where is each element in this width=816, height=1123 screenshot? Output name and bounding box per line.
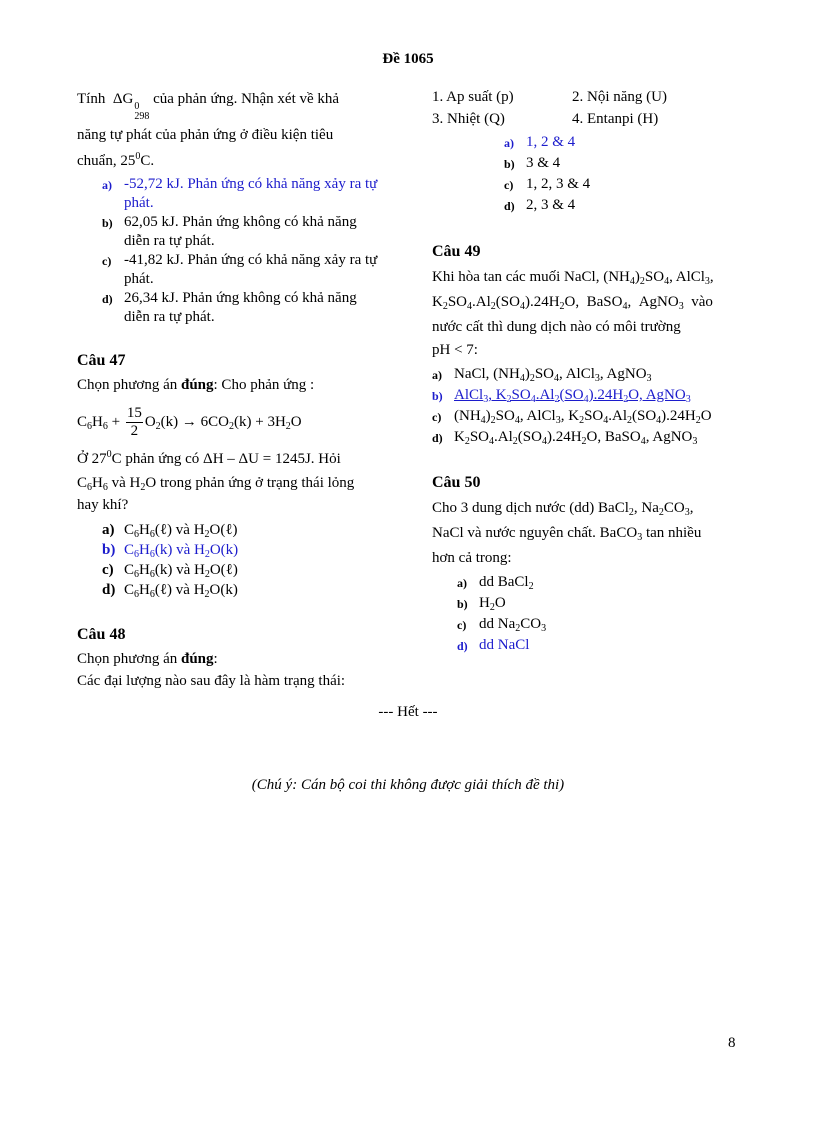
q49-option-b[interactable]: b) AlCl$_3$, $K_2SO_4.Al_2(SO_4).24H_2O$, AgNO$_3$: [432, 387, 691, 405]
q48-question: Các đại lượng nào sau đây là hàm trạng thái:: [77, 673, 346, 689]
q48-options: [504, 132, 740, 216]
q47-option-d[interactable]: d) $C_6H_6(\ell)$ và $H_2O(k)$: [102, 582, 238, 600]
q49-line2: $K_2SO_4.Al_2(SO_4).24H_2O$, BaSO$_4$, AgNO$_3$ vào: [432, 294, 713, 312]
q48-option-d[interactable]: d) 2, 3 & 4: [504, 197, 576, 213]
page-number: 8: [728, 1035, 736, 1051]
left-column: [77, 86, 384, 692]
fraction-15-2: $\frac{15}{2}$: [126, 405, 142, 440]
q47-equation: $C_6H_6$ + $\frac{15}{2}$ $O_2(k) \to 6CO_2(k) + 3H_2O$: [77, 405, 302, 440]
q47-title: Câu 47: [77, 352, 126, 369]
q47-option-a[interactable]: a) $C_6H_6(\ell)$ và $H_2O(\ell)$: [102, 522, 238, 540]
q47-options: [102, 520, 384, 600]
q46-option-d[interactable]: d) 26,34 kJ. Phản ứng không có khả năng diễn ra tự phát.: [102, 290, 357, 325]
right-column: [432, 86, 740, 656]
q50-line1: Cho 3 dung dịch nước (dd) BaCl$_2$, $Na_2CO_3$,: [432, 500, 694, 518]
q46-options: [102, 175, 384, 327]
q50-title: Câu 50: [432, 474, 481, 491]
exam-title: Đề 1065: [382, 51, 434, 67]
q48-item-2: 2. Nội năng (U): [572, 89, 667, 105]
q48-option-b[interactable]: b) 3 & 4: [504, 155, 561, 171]
q48-option-c[interactable]: c) 1, 2, 3 & 4: [504, 176, 591, 192]
q49-title: Câu 49: [432, 243, 481, 260]
q49-line1: Khi hòa tan các muối NaCl, $(NH_4)_2SO_4$, AlCl$_3$,: [432, 269, 714, 287]
q49-line4: pH < 7:: [432, 342, 478, 358]
q48-prompt: Chọn phương án đúng:: [77, 651, 218, 667]
q48-item-1: 1. Ap suất (p): [432, 89, 514, 105]
q47-prompt: Chọn phương án đúng: Cho phản ứng :: [77, 377, 315, 393]
q48-item-3: 3. Nhiệt (Q): [432, 111, 505, 127]
q47-desc-line1: Ở $27^0C$ phản ứng có ΔH – ΔU = 1245J. Hỏi: [77, 449, 341, 467]
q48-list: [432, 86, 740, 130]
q47-desc-line3: hay khí?: [77, 497, 129, 513]
q50-line2: NaCl và nước nguyên chất. BaCO$_3$ tan nhiều: [432, 525, 702, 543]
q46-option-c[interactable]: c) -41,82 kJ. Phản ứng có khả năng xảy ra tự phát.: [102, 252, 378, 287]
q46-intro-line3: chuẩn, $25^0C$.: [77, 151, 155, 169]
end-marker: --- Hết ---: [378, 704, 438, 720]
q50-line3: hơn cả trong:: [432, 550, 512, 566]
q47-option-c[interactable]: c) $C_6H_6(k)$ và $H_2O(\ell)$: [102, 562, 238, 580]
q50-options: [457, 572, 740, 656]
q47-option-b[interactable]: b) $C_6H_6(k)$ và $H_2O(k)$: [102, 542, 239, 560]
q49-line3: nước cất thì dung dịch nào có môi trường: [432, 319, 681, 335]
q48-item-4: 4. Entanpi (H): [572, 111, 659, 127]
q48-title: Câu 48: [77, 626, 126, 643]
q50-option-c[interactable]: c) dd $Na_2CO_3$: [457, 616, 547, 634]
exam-note: (Chú ý: Cán bộ coi thi không được giải thích đề thi): [251, 777, 565, 793]
q50-option-a[interactable]: a) dd BaCl$_2$: [457, 574, 534, 592]
q50-option-b[interactable]: b) $H_2O$: [457, 595, 506, 613]
q48-option-a[interactable]: a) 1, 2 & 4: [504, 134, 576, 150]
q49-option-d[interactable]: d) $K_2SO_4.Al_2(SO_4).24H_2O$, BaSO$_4$, AgNO$_3$: [432, 429, 698, 447]
q49-option-c[interactable]: c) $(NH_4)_2SO_4$, AlCl$_3$, $K_2SO_4.Al_2(SO_4).24H_2O$: [432, 408, 712, 426]
q50-option-d[interactable]: d) dd NaCl: [457, 637, 530, 653]
q46-option-b[interactable]: b) 62,05 kJ. Phản ứng không có khả năng diễn ra tự phát.: [102, 214, 357, 249]
q46-intro-line2: năng tự phát của phản ứng ở điều kiện tiêu: [77, 127, 334, 143]
q47-desc-line2: $C_6H_6$ và $H_2O$ trong phản ứng ở trạng thái lỏng: [77, 475, 355, 493]
q46-option-a[interactable]: a) -52,72 kJ. Phản ứng có khả năng xảy ra tự phát.: [102, 176, 378, 211]
q46-intro-line1: Tính ΔG 0 298 của phản ứng. Nhận xét về khả: [77, 91, 340, 122]
q49-option-a[interactable]: a) NaCl, $(NH_4)_2SO_4$, AlCl$_3$, AgNO$_3$: [432, 366, 652, 384]
q49-options: [432, 364, 740, 448]
